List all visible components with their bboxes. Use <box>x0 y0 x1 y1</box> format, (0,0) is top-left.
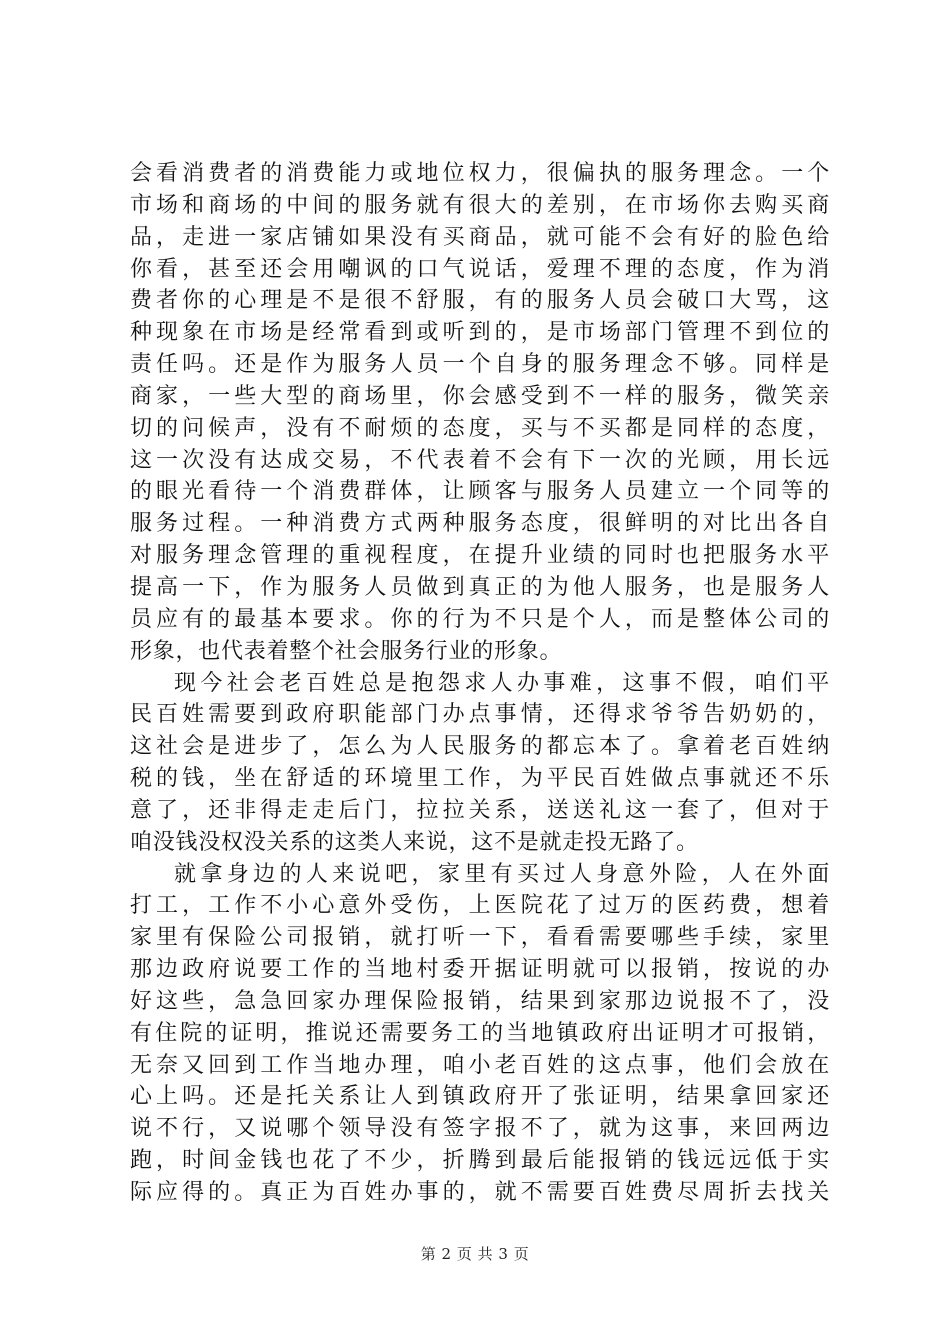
text-line: 提高一下，作为服务人员做到真正的为他人服务，也是服务人 <box>130 574 830 600</box>
text-line: 市场和商场的中间的服务就有很大的差别，在市场你去购买商 <box>130 192 830 218</box>
text-line: 那边政府说要工作的当地村委开据证明就可以报销，按说的办 <box>130 957 830 983</box>
text-line: 种现象在市场是经常看到或听到的，是市场部门管理不到位的 <box>130 320 830 346</box>
text-line: 员应有的最基本要求。你的行为不只是个人，而是整体公司的 <box>130 606 830 632</box>
text-line: 你看，甚至还会用嘲讽的口气说话，爱理不理的态度，作为消 <box>130 256 830 282</box>
text-line: 形象，也代表着整个社会服务行业的形象。 <box>130 638 563 664</box>
text-line: 民百姓需要到政府职能部门办点事情，还得求爷爷告奶奶的， <box>130 702 830 728</box>
text-line: 会看消费者的消费能力或地位权力，很偏执的服务理念。一个 <box>130 161 830 186</box>
text-line: 服务过程。一种消费方式两种服务态度，很鲜明的对比出各自 <box>130 511 830 537</box>
text-line: 有住院的证明，推说还需要务工的当地镇政府出证明才可报销， <box>130 1020 830 1046</box>
text-line: 际应得的。真正为百姓办事的，就不需要百姓费尽周折去找关 <box>130 1180 830 1205</box>
text-line: 这社会是进步了，怎么为人民服务的都忘本了。拿着老百姓纳 <box>130 734 830 760</box>
page-number-footer: 第 2 页 共 3 页 <box>420 1245 530 1263</box>
text-line: 商家，一些大型的商场里，你会感受到不一样的服务，微笑亲 <box>130 383 830 409</box>
text-line: 好这些，急急回家办理保险报销，结果到家那边说报不了，没 <box>130 988 830 1014</box>
text-line: 无奈又回到工作当地办理，咱小老百姓的这点事，他们会放在 <box>130 1052 830 1078</box>
text-line: 品，走进一家店铺如果没有买商品，就可能不会有好的脸色给 <box>130 224 830 250</box>
body-text <box>130 158 830 1209</box>
text-line: 税的钱，坐在舒适的环境里工作，为平民百姓做点事就还不乐 <box>130 766 830 792</box>
text-line: 说不行，又说哪个领导没有签字报不了，就为这事，来回两边 <box>130 1116 830 1142</box>
text-line: 意了，还非得走走后门，拉拉关系，送送礼这一套了，但对于 <box>130 797 830 823</box>
text-line: 家里有保险公司报销，就打听一下，看看需要哪些手续，家里 <box>130 925 830 951</box>
text-line: 的眼光看待一个消费群体，让顾客与服务人员建立一个同等的 <box>130 479 830 505</box>
text-line: 跑，时间金钱也花了不少，折腾到最后能报销的钱远远低于实 <box>130 1148 830 1174</box>
text-line: 费者你的心理是不是很不舒服，有的服务人员会破口大骂，这 <box>130 288 830 314</box>
text-line: 心上吗。还是托关系让人到镇政府开了张证明，结果拿回家还 <box>130 1084 830 1110</box>
text-line: 对服务理念管理的重视程度，在提升业绩的同时也把服务水平 <box>130 543 830 569</box>
text-line: 现今社会老百姓总是抱怨求人办事难，这事不假，咱们平 <box>174 670 830 696</box>
text-line: 咱没钱没权没关系的这类人来说，这不是就走投无路了。 <box>130 829 699 855</box>
text-line: 责任吗。还是作为服务人员一个自身的服务理念不够。同样是 <box>130 352 830 378</box>
text-line: 就拿身边的人来说吧，家里有买过人身意外险，人在外面 <box>174 861 830 887</box>
text-line: 打工，工作不小心意外受伤，上医院花了过万的医药费，想着 <box>130 893 830 919</box>
text-line: 这一次没有达成交易，不代表着不会有下一次的光顾，用长远 <box>130 447 830 473</box>
text-line: 切的问候声，没有不耐烦的态度，买与不买都是同样的态度， <box>130 415 830 441</box>
